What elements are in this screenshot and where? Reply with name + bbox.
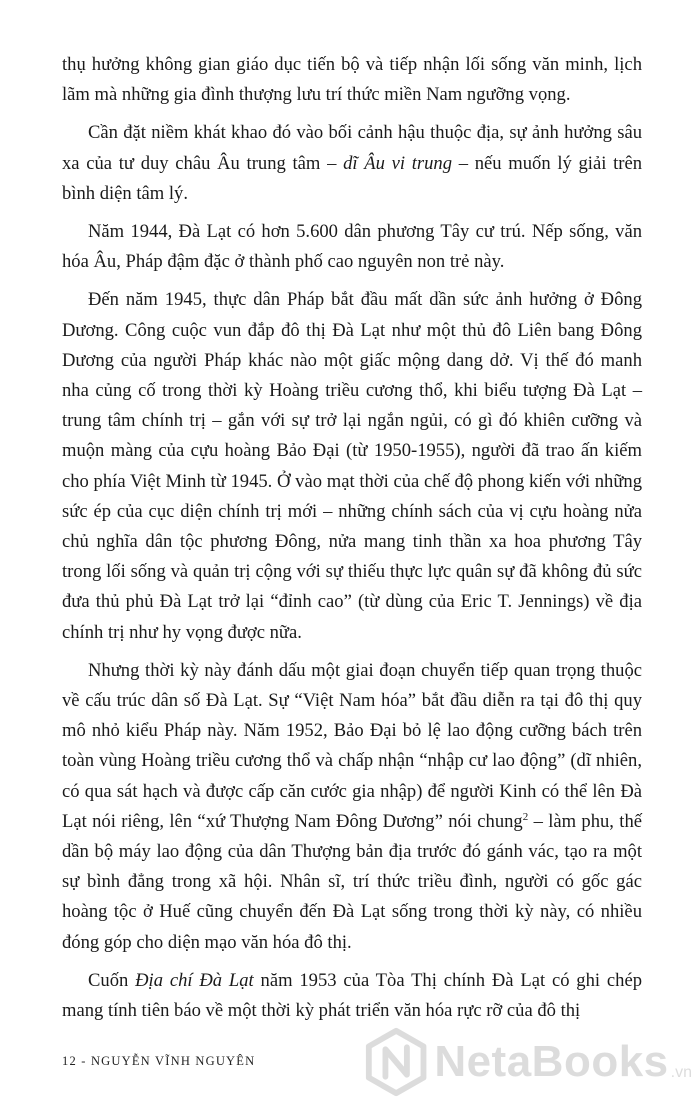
paragraph-4-text: Đến năm 1945, thực dân Pháp bắt đầu mất dần sức ảnh hưởng ở Đông Dương. Công cuộc vun đắp đô thị Đà Lạt như một thủ đô Liên bang Đông Dương của người Pháp khác nào một giấc mộng dang dở. Vị thế đó manh nha củng cố trong thời kỳ Hoàng triều cương thổ, khi biểu tượng Đà Lạt – trung tâm chính trị – gắn với sự trở lại ngắn ngủi, có gì đó khiên cưỡng và muộn màng của cựu hoàng Bảo Đại (từ 1950-1955), người đã trao ấn kiếm cho phía Việt Minh từ 1945. Ở vào mạt thời của chế độ phong kiến với những sức ép của cục diện chính trị mới – những chính sách của vị cựu hoàng nửa chủ nghĩa dân tộc phương Đông, nửa mang tinh thần xa hoa phương Tây trong lối sống và quản trị cộng với sự thiếu thực lực quân sự đã không đủ sức đưa thủ phủ Đà Lạt trở lại “đỉnh cao” (từ dùng của Eric T. Jennings) về địa chính trị như hy vọng được nữa. [62, 289, 642, 643]
page-footer [62, 1054, 255, 1069]
paragraph-1 [62, 50, 642, 110]
page-number: 12 [62, 1054, 77, 1068]
paragraph-6-italic-title: Địa chí Đà Lạt [135, 969, 254, 991]
page-body [62, 50, 642, 1034]
footnote-marker[interactable]: 2 [522, 810, 529, 823]
watermark-brand: NetaBooks [434, 1037, 669, 1086]
footer-separator: - [81, 1054, 87, 1068]
netabooks-logo-icon [362, 1027, 430, 1097]
paragraph-2 [62, 118, 642, 209]
paragraph-5-text-b: – làm phu, thế dần bộ máy lao động của dân Thượng bản địa trước đó gánh vác, tạo ra một sự bình đẳng trong xã hội. Nhân sĩ, trí thức triều đình, người có gốc gác hoàng tộc ở Huế cũng chuyển đến Đà Lạt sống trong thời kỳ này, có nhiều đóng góp cho diện mạo văn hóa đô thị. [62, 810, 642, 953]
paragraph-2-text-a: Cần đặt niềm khát khao đó vào bối cảnh hậu thuộc địa, sự ảnh hưởng sâu xa của tư duy châu Âu trung tâm – [62, 122, 642, 174]
paragraph-4 [62, 285, 642, 647]
footer-author: NGUYỄN VĨNH NGUYÊN [90, 1054, 256, 1068]
paragraph-5-text-a: Nhưng thời kỳ này đánh dấu một giai đoạn chuyển tiếp quan trọng thuộc về cấu trúc dân số Đà Lạt. Sự “Việt Nam hóa” bắt đầu diễn ra tại đô thị quy mô nhỏ kiểu Pháp này. Năm 1952, Bảo Đại bỏ lệ lao động cưỡng bách trên toàn vùng Hoàng triều cương thổ và chấp nhận “nhập cư lao động” (dĩ nhiên, có qua sát hạch và được cấp căn cước gia nhập) để người Kinh có thể lên Đà Lạt nói riêng, lên “xứ Thượng Nam Đông Dương” nói chung [62, 659, 642, 832]
paragraph-1-text: thụ hưởng không gian giáo dục tiến bộ và tiếp nhận lối sống văn minh, lịch lãm mà những gia đình thượng lưu trí thức miền Nam ngưỡng vọng. [62, 54, 642, 106]
paragraph-6-text-a: Cuốn [88, 969, 136, 991]
paragraph-6 [62, 966, 642, 1026]
paragraph-2-italic-term: dĩ Âu vi trung [343, 152, 453, 174]
paragraph-2-text-b: – nếu muốn lý giải trên bình diện tâm lý. [62, 152, 643, 204]
watermark-suffix: .vn [670, 1064, 692, 1081]
paragraph-3 [62, 217, 642, 277]
watermark [362, 1022, 692, 1102]
paragraph-6-text-b: năm 1953 của Tòa Thị chính Đà Lạt có ghi chép mang tính tiên báo về một thời kỳ phát triển văn hóa rực rỡ của đô thị [62, 969, 642, 1022]
paragraph-5 [62, 656, 642, 958]
paragraph-3-text: Năm 1944, Đà Lạt có hơn 5.600 dân phương Tây cư trú. Nếp sống, văn hóa Âu, Pháp đậm đặc ở thành phố cao nguyên non trẻ này. [62, 221, 642, 273]
